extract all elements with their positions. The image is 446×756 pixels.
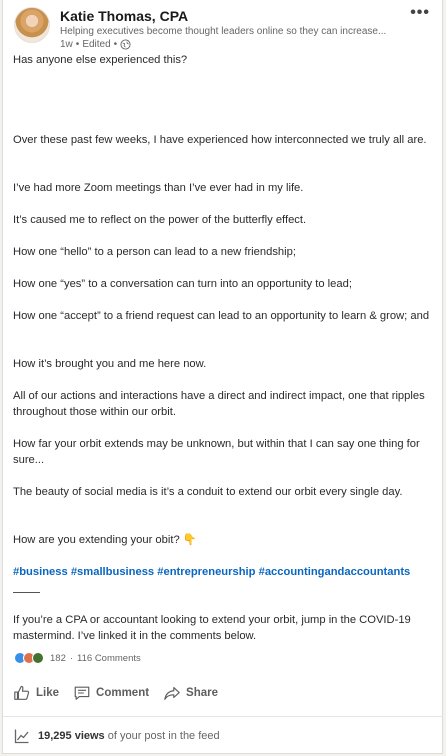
post-paragraph: How one “yes” to a conversation can turn into an opportunity to lead; <box>13 278 352 290</box>
section-divider <box>3 716 442 717</box>
hashtags-link[interactable]: #business #smallbusiness #entrepreneurship #accountingandaccountants <box>13 566 411 578</box>
analytics-chart-icon <box>14 728 30 744</box>
count-separator: · <box>69 652 74 664</box>
comment-count[interactable]: 116 Comments <box>77 652 141 664</box>
reaction-count[interactable]: 182 <box>50 652 66 664</box>
post-time: 1w <box>60 39 73 50</box>
post-meta <box>60 39 131 50</box>
post-paragraph: The beauty of social media is it’s a conduit to extend our orbit every single day. <box>13 486 403 498</box>
social-counts <box>14 650 141 666</box>
like-label: Like <box>36 687 60 699</box>
action-bar <box>13 680 218 706</box>
post-paragraph: I’ve had more Zoom meetings than I’ve ever had in my life. <box>13 182 304 194</box>
post-paragraph: How are you extending your obit? 👇 <box>13 534 197 546</box>
share-button[interactable] <box>163 684 218 702</box>
post-paragraph: How one “hello” to a person can lead to a new friendship; <box>13 246 296 258</box>
share-icon <box>163 684 181 702</box>
post-paragraph: How one “accept” to a friend request can lead to an opportunity to learn & grow; and <box>13 310 430 322</box>
comment-button[interactable] <box>73 684 149 702</box>
meta-separator: • <box>75 39 80 50</box>
post-paragraph: All of our actions and interactions have a direct and indirect impact, one that ripples throughout those within our orbit. <box>13 390 425 418</box>
like-button[interactable] <box>13 684 59 702</box>
comment-label: Comment <box>96 687 150 699</box>
post-paragraph: If you’re a CPA or accountant looking to extend your orbit, jump in the COVID-19 mastermind. I’ve linked it in the comments below. <box>13 614 411 642</box>
share-label: Share <box>186 687 219 699</box>
thumbs-up-icon <box>13 684 31 702</box>
author-avatar[interactable] <box>14 7 50 43</box>
post-paragraph: How it’s brought you and me here now. <box>13 358 207 370</box>
author-headline: Helping executives become thought leaders online so they can increase... <box>60 26 387 37</box>
post-header <box>14 4 432 48</box>
views-count: 19,295 views <box>38 730 105 742</box>
reaction-icons[interactable] <box>14 652 41 664</box>
more-options-button[interactable]: ••• <box>410 4 430 21</box>
text-divider <box>13 592 40 593</box>
insightful-reaction-icon <box>32 652 44 664</box>
post-paragraph: It’s caused me to reflect on the power of the butterfly effect. <box>13 214 307 226</box>
post-views[interactable] <box>14 726 220 746</box>
post-paragraph: Has anyone else experienced this? <box>13 54 188 66</box>
comment-icon <box>73 684 91 702</box>
post-paragraph: How far your orbit extends may be unknown, but within that I can say one thing for sure... <box>13 438 420 466</box>
meta-separator: • <box>113 39 118 50</box>
views-suffix: of your post in the feed <box>107 730 220 742</box>
edited-label: Edited <box>82 39 111 50</box>
author-name[interactable]: Katie Thomas, CPA <box>60 8 189 24</box>
post-card <box>2 0 443 754</box>
globe-icon <box>120 39 131 50</box>
post-paragraph: Over these past few weeks, I have experienced how interconnected we truly all are. <box>13 134 427 146</box>
